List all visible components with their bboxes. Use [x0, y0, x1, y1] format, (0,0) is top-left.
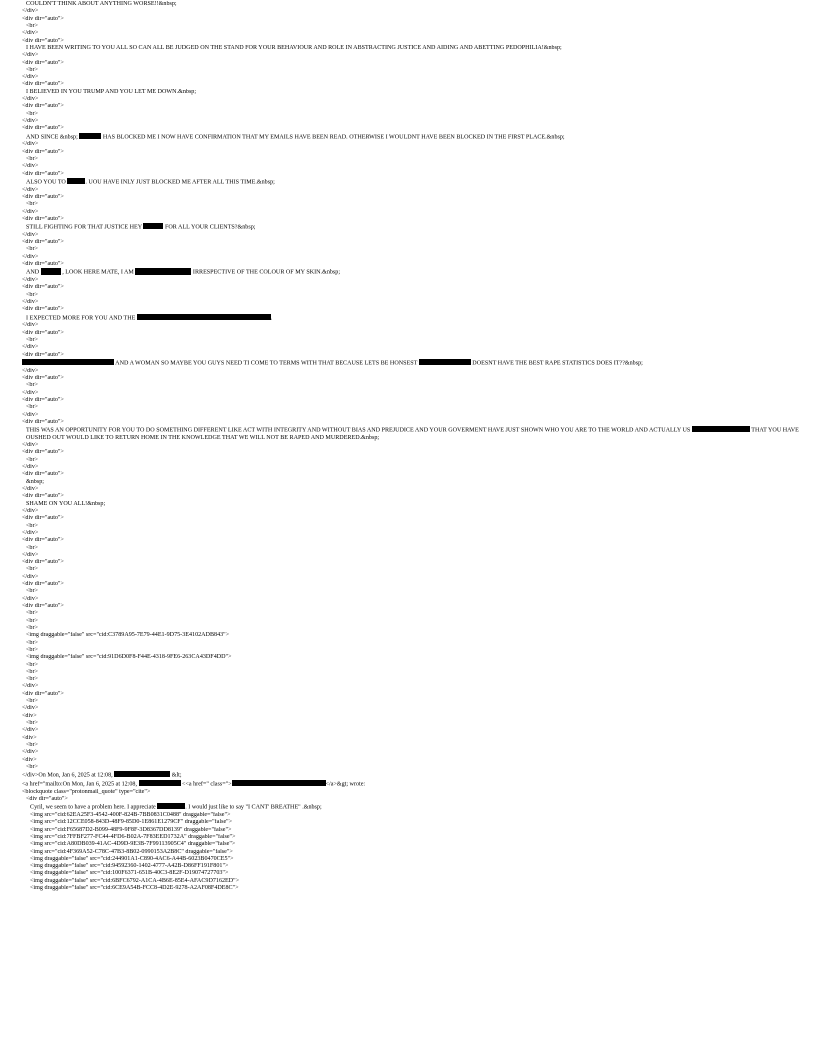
- source-line: </div>: [22, 52, 39, 59]
- source-text: , LOOK HERE MATE, I AM: [60, 269, 136, 276]
- redaction-box: [41, 268, 61, 274]
- source-line: <div dir="auto">: [22, 396, 64, 403]
- source-line: <br>: [26, 698, 38, 705]
- source-line: <img src="cid:7FFBF277-FC44-4FD6-B02A-7F83EED1732A" draggable="false">: [30, 833, 236, 840]
- source-line: <div dir="auto">: [22, 471, 64, 478]
- source-line: <div dir="auto">: [22, 515, 64, 522]
- source-line: <img src="cid:62EA25F3-4542-400F-824B-7BB0831C0488" draggable="false">: [30, 811, 231, 818]
- source-line: [22, 223, 806, 232]
- source-line: </div>: [22, 486, 39, 493]
- source-line: <img draggable="false" src="cid:94592360-1402-4777-A42B-D86FF191F801">: [30, 863, 229, 870]
- source-line: <div dir="auto">: [22, 284, 64, 291]
- source-line: <div dir="auto">: [22, 261, 64, 268]
- source-line: <div dir="auto">: [22, 329, 64, 336]
- source-line: </div>: [22, 74, 39, 81]
- source-text: FOR ALL YOUR CLIENTS?&nbsp;: [163, 224, 256, 231]
- source-line: </div>: [22, 683, 39, 690]
- source-text: DOESNT HAVE THE BEST RAPE STATISTICS DOES IT??&nbsp;: [470, 360, 643, 367]
- source-line: </div>: [22, 705, 39, 712]
- source-line: [22, 771, 806, 780]
- source-text: . UOU HAVE INLY JUST BLOCKED ME AFTER ALL THIS TIME.&nbsp;: [85, 179, 275, 186]
- source-line: </div>: [22, 464, 39, 471]
- source-line: <img src="cid:F65687D2-B099-48F9-9F8F-3D8367DD8139" draggable="false">: [30, 826, 232, 833]
- source-line: <img src="cid:A80DB039-41AC-4D9D-9E3B-7F99113905C4" draggable="false">: [30, 841, 236, 848]
- source-line: <div>: [22, 712, 37, 719]
- source-line: [22, 268, 806, 277]
- source-line: </div>: [22, 186, 39, 193]
- source-text: I EXPECTED MORE FOR YOU AND THE: [26, 315, 137, 322]
- source-line: <div dir="auto">: [22, 418, 64, 425]
- source-line: <div dir="auto">: [22, 449, 64, 456]
- source-line: <br>: [26, 588, 38, 595]
- source-line: <br>: [26, 522, 38, 529]
- source-line: COULDN'T THINK ABOUT ANYTHING WORSE!!&nbsp;: [26, 1, 177, 7]
- source-line: </div>: [22, 253, 39, 260]
- source-line: <br>: [26, 66, 38, 73]
- source-line: SHAME ON YOU ALL!&nbsp;: [26, 500, 106, 507]
- source-line: <br>: [26, 544, 38, 551]
- source-line: </div>: [22, 367, 39, 374]
- source-line: <br>: [26, 566, 38, 573]
- source-text: THIS WAS AN OPPORTUNITY FOR YOU TO DO SOMETHING DIFFERENT LIKE ACT WITH INTEGRITY AND WITHOUT BIAS AND PREJUDICE AND YOUR GOVERMENT HAVE JUST SHOWN WHO YOU ARE TO THE WORLD AND ACTUALLY US: [26, 427, 692, 434]
- source-line: [22, 359, 806, 368]
- source-line: <div dir="auto">: [22, 148, 64, 155]
- source-line: <div dir="auto">: [22, 193, 64, 200]
- redaction-box: [79, 133, 101, 139]
- source-line: <br>: [26, 617, 38, 624]
- source-line: </div>: [22, 118, 39, 124]
- source-line: <div dir="auto">: [22, 215, 64, 222]
- source-line: [22, 178, 806, 187]
- source-text: AND SINCE &nbsp;: [26, 134, 80, 141]
- source-line: [22, 780, 806, 789]
- source-line: <div dir="auto">: [22, 537, 64, 544]
- source-line: &nbsp;: [26, 478, 44, 485]
- source-line: <img draggable="false" src="cid:C3789A95-7E79-44E1-9D75-3E4102ADB843">: [26, 632, 230, 639]
- source-line: <div dir="auto">: [26, 795, 68, 802]
- source-line: <br>: [26, 291, 38, 298]
- source-line: <div dir="auto">: [22, 103, 64, 110]
- source-line: </div>: [22, 749, 39, 756]
- source-line: [22, 314, 806, 323]
- source-text: <<a href=" class=">: [180, 781, 232, 788]
- source-line: <div dir="auto">: [22, 15, 64, 22]
- source-line: <br>: [26, 720, 38, 727]
- redaction-box: [22, 359, 114, 365]
- source-line: <br>: [26, 741, 38, 748]
- source-line: I BELIEVED IN YOU TRUMP AND YOU LET ME DOWN.&nbsp;: [26, 88, 197, 95]
- source-line: <br>: [26, 763, 38, 770]
- source-line: <img draggable="false" src="cid:6CE9A54B-FCC8-4D2E-9278-A2AF08F4DE8C">: [30, 885, 239, 892]
- source-line: <br>: [26, 246, 38, 253]
- source-line: <div dir="auto">: [22, 351, 64, 358]
- source-text: . I would just like to say "I CANT' BREATHE" .&nbsp;: [185, 804, 322, 811]
- source-line: <br>: [26, 201, 38, 208]
- source-text: STILL FIGHTING FOR THAT JUSTICE HEY: [26, 224, 144, 231]
- source-line: <blockquote class="protonmail_quote" type="cite">: [22, 788, 151, 795]
- source-text: ALSO YOU TO: [26, 179, 68, 186]
- source-text: </a>&gt; wrote:: [325, 781, 366, 788]
- redaction-box: [139, 780, 181, 786]
- source-line: </div>: [22, 389, 39, 396]
- source-line: </div>: [22, 141, 39, 148]
- source-text: AND: [26, 269, 41, 276]
- source-text: HAS BLOCKED ME I NOW HAVE CONFIRMATION THAT MY EMAILS HAVE BEEN READ. OTHERWISE I WOULDNT HAVE BEEN BLOCKED IN THE FIRST PLACE.&nbsp;: [101, 134, 565, 141]
- source-line: <div dir="auto">: [22, 374, 64, 381]
- source-line: <div dir="auto">: [22, 690, 64, 697]
- source-line: <br>: [26, 155, 38, 162]
- source-line: </div>: [22, 277, 39, 284]
- source-line: </div>: [22, 208, 39, 215]
- source-line: I HAVE BEEN WRITING TO YOU ALL SO CAN ALL BE JUDGED ON THE STAND FOR YOUR BEHAVIOUR AND ROLE IN ABSTRACTING JUSTICE AND AIDING AND ABETTING PEDOPHILIA!&nbsp;: [26, 44, 562, 51]
- source-line: <br>: [26, 110, 38, 117]
- source-line: [22, 803, 806, 812]
- source-text: Cyril, we seem to have a problem here. I appreciate: [30, 804, 158, 811]
- redaction-box: [143, 223, 163, 229]
- source-line: <img draggable="false" src="cid:100F6371-651B-40C3-8E2F-D19074727703">: [30, 870, 229, 877]
- source-line: [22, 426, 806, 442]
- source-line: <img draggable="false" src="cid:91D6D0F8-F44E-4318-9FE6-263CA43DF4DD">: [26, 654, 232, 661]
- source-line: </div>: [22, 299, 39, 306]
- source-line: <div dir="auto">: [22, 239, 64, 246]
- source-line: </div>: [22, 573, 39, 580]
- redaction-box: [692, 426, 750, 432]
- source-line: <div dir="auto">: [22, 603, 64, 610]
- source-line: </div>: [22, 595, 39, 602]
- source-line: </div>: [22, 442, 39, 449]
- source-line: <img draggable="false" src="cid:244901A1-C890-4AC6-A44B-6023B0470CE5">: [30, 855, 234, 862]
- source-line: </div>: [22, 551, 39, 558]
- source-line: <div dir="auto">: [22, 37, 64, 44]
- source-line: <img src="cid:4F369A52-C78C-47B3-8B02-0990153A2B8C" draggable="false">: [30, 848, 233, 855]
- source-line: <br>: [26, 404, 38, 411]
- email-source-document: [22, 1, 806, 892]
- redaction-box: [135, 268, 191, 274]
- redaction-box: [232, 780, 326, 786]
- source-line: </div>: [22, 529, 39, 536]
- source-line: <div dir="auto">: [22, 81, 64, 88]
- source-line: <br>: [26, 456, 38, 463]
- source-line: <div dir="auto">: [22, 125, 64, 132]
- source-line: <br>: [26, 661, 38, 668]
- source-line: <img draggable="false" src="cid:6BFC6792-A1CA-4B6E-85E4-AFAC9D7162ED">: [30, 877, 240, 884]
- redaction-box: [114, 771, 170, 777]
- source-line: <div dir="auto">: [22, 581, 64, 588]
- source-line: </div>: [22, 507, 39, 514]
- source-line: <br>: [26, 624, 38, 631]
- source-line: <img src="cid:12CCE058-843D-48F9-85D0-1E861E1279CF" draggable="false">: [30, 819, 233, 826]
- source-line: <br>: [26, 646, 38, 653]
- source-text: .: [270, 315, 273, 322]
- source-line: <br>: [26, 610, 38, 617]
- source-line: <br>: [26, 668, 38, 675]
- redaction-box: [67, 178, 85, 184]
- redaction-box: [157, 803, 185, 809]
- source-line: <br>: [26, 22, 38, 29]
- redaction-box: [137, 314, 271, 320]
- source-line: <div dir="auto">: [22, 170, 64, 177]
- source-line: <div dir="auto">: [22, 306, 64, 313]
- source-line: <br>: [26, 639, 38, 646]
- source-text: AND A WOMAN SO MAYBE YOU GUYS NEED TI COME TO TERMS WITH THAT BECAUSE LETS BE HONSEST: [114, 360, 419, 367]
- source-line: <br>: [26, 382, 38, 389]
- source-line: <div dir="auto">: [22, 559, 64, 566]
- source-line: <div>: [22, 734, 37, 741]
- source-text: </div>On Mon, Jan 6, 2025 at 12:08,: [22, 772, 115, 779]
- source-line: </div>: [22, 163, 39, 170]
- source-line: </div>: [22, 96, 39, 103]
- source-line: <br>: [26, 337, 38, 344]
- source-line: </div>: [22, 30, 39, 37]
- source-line: <br>: [26, 676, 38, 683]
- source-line: </div>: [22, 8, 39, 15]
- source-line: </div>: [22, 411, 39, 418]
- source-line: <div dir="auto">: [22, 493, 64, 500]
- source-text: &lt;: [170, 772, 182, 779]
- source-text: <a href="mailto:On Mon, Jan 6, 2025 at 12:08,: [22, 781, 139, 788]
- source-text: IRRESPECTIVE OF THE COLOUR OF MY SKIN.&nbsp;: [191, 269, 341, 276]
- source-line: </div>: [22, 231, 39, 238]
- source-line: <div dir="auto">: [22, 59, 64, 66]
- source-line: </div>: [22, 727, 39, 734]
- source-line: <div>: [22, 756, 37, 763]
- source-line: </div>: [22, 322, 39, 329]
- redaction-box: [419, 359, 471, 365]
- source-text: THAT YOU HAVE OUSHED OUT WOULD LIKE TO RETURN HOME IN THE KNOWLEDGE THAT WE WILL NOT BE RAPED AND MURDERED.&nbsp;: [26, 427, 799, 441]
- source-line: [22, 133, 806, 142]
- source-line: </div>: [22, 344, 39, 351]
